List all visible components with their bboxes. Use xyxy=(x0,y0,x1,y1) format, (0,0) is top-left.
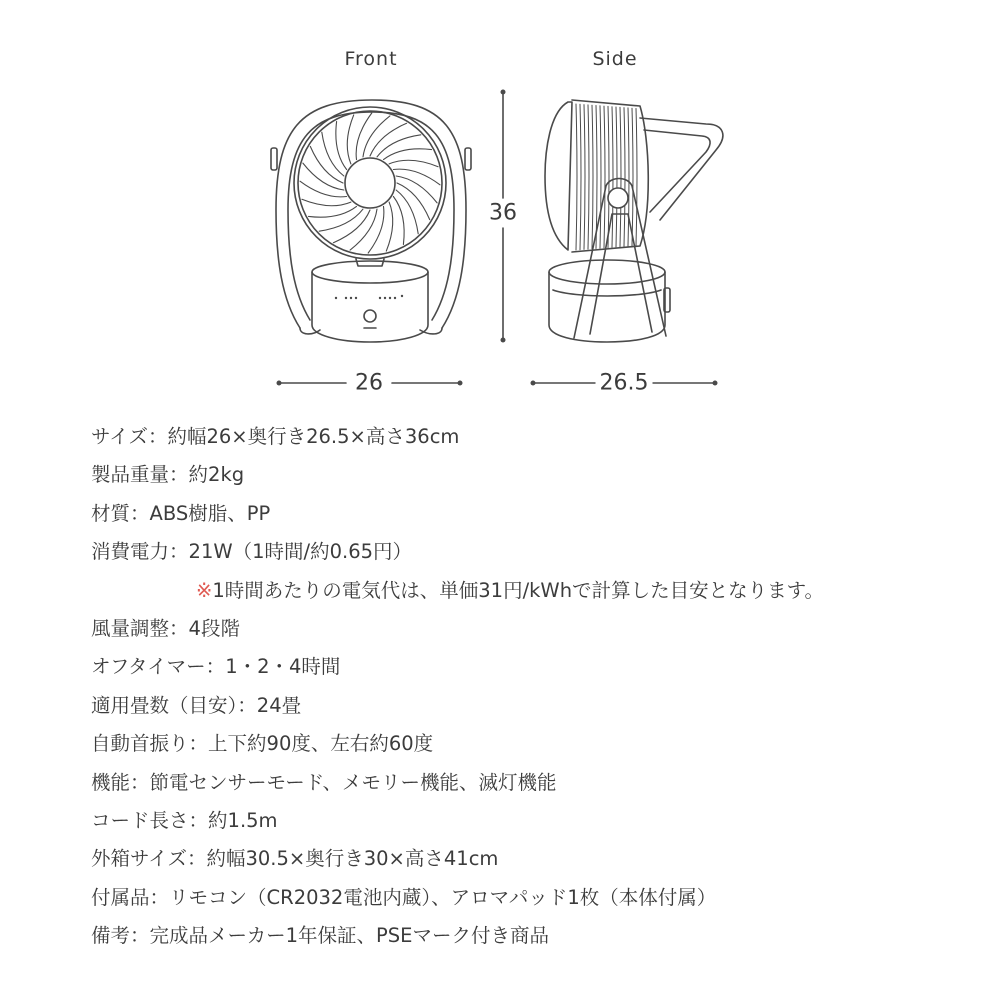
fan-blade xyxy=(309,206,357,217)
head-rib xyxy=(604,106,605,248)
spec-row-power xyxy=(91,533,971,571)
front-neck xyxy=(356,259,384,266)
fan-blade xyxy=(347,115,353,164)
front-view-drawing xyxy=(271,100,471,342)
spec-row-material xyxy=(91,495,971,533)
spec-label: 風量調整 xyxy=(91,616,170,640)
head-rib xyxy=(628,108,629,246)
spec-separator: ： xyxy=(130,770,150,794)
spec-value: 約幅26×奥行き26.5×高さ36cm xyxy=(167,425,460,448)
head-rib xyxy=(584,105,585,250)
spec-row-size xyxy=(91,418,971,456)
front-foot-right xyxy=(420,328,442,334)
spec-label: 消費電力 xyxy=(91,540,170,564)
spec-label: サイズ xyxy=(91,425,148,448)
side-head-ribs xyxy=(576,104,637,250)
spec-label: オフタイマー xyxy=(91,655,206,679)
front-control-leds xyxy=(335,295,403,299)
note-mark: ※ xyxy=(196,578,213,602)
spec-row-remarks xyxy=(91,917,971,955)
spec-value: 約幅30.5×奥行き30×高さ41cm xyxy=(206,847,499,871)
spec-value: 4段階 xyxy=(188,616,240,640)
fan-blade xyxy=(396,176,437,203)
spec-row-features xyxy=(91,764,971,802)
spec-value: 約2kg xyxy=(188,463,245,487)
fan-blade xyxy=(384,149,432,160)
spec-value: リモコン（CR2032電池内蔵）、アロマパッド1枚（本体付属） xyxy=(169,885,717,909)
front-power-button xyxy=(364,310,376,322)
spec-separator: ： xyxy=(169,616,189,640)
fan-blade xyxy=(350,209,377,250)
head-rib xyxy=(620,107,621,246)
side-pivot xyxy=(608,188,628,208)
fan-blade xyxy=(393,197,404,245)
head-rib xyxy=(580,104,581,249)
spec-value: 1・2・4時間 xyxy=(225,655,341,679)
fan-blade xyxy=(389,160,438,166)
front-fan-hub xyxy=(345,158,395,208)
spec-label: 材質 xyxy=(91,501,131,525)
spec-value: 24畳 xyxy=(256,693,302,717)
spec-separator: ： xyxy=(169,463,189,487)
spec-separator: ： xyxy=(186,847,207,871)
spec-value: 節電センサーモード、メモリー機能、滅灯機能 xyxy=(149,770,557,794)
spec-label: コード長さ xyxy=(91,808,189,832)
side-head-shell xyxy=(545,102,572,250)
head-rib xyxy=(624,108,625,247)
spec-row-airflow xyxy=(91,610,971,648)
front-knob-right xyxy=(465,148,471,170)
head-rib xyxy=(576,104,577,250)
spec-note xyxy=(91,572,971,610)
head-rib xyxy=(636,109,637,246)
spec-value: 21W（1時間/約0.65円） xyxy=(188,540,413,564)
head-rib xyxy=(608,106,609,247)
spec-row-accessories xyxy=(91,879,971,917)
spec-separator: ： xyxy=(149,885,170,909)
front-width-label: 26 xyxy=(351,371,387,396)
fan-blade xyxy=(302,199,351,205)
spec-label: 外箱サイズ xyxy=(91,847,187,871)
side-base-top xyxy=(549,260,665,284)
spec-label: 適用畳数（目安） xyxy=(91,693,238,717)
note-text: 1時間あたりの電気代は、単価31円/kWhで計算した目安となります。 xyxy=(212,578,825,602)
head-rib xyxy=(588,105,589,249)
head-rib xyxy=(592,105,593,249)
spec-value: 上下約90度、左右約60度 xyxy=(208,732,434,756)
spec-label: 備考 xyxy=(91,924,131,948)
head-rib xyxy=(632,108,633,246)
spec-row-weight xyxy=(91,456,971,494)
spec-value: ABS樹脂、PP xyxy=(149,501,271,525)
fan-blade xyxy=(386,202,392,251)
spec-value: 約1.5m xyxy=(208,808,278,832)
spec-separator: ： xyxy=(169,540,189,564)
head-rib xyxy=(600,106,601,248)
spec-value: 完成品メーカー1年保証、PSEマーク付き商品 xyxy=(149,924,550,948)
front-view-label: Front xyxy=(344,48,398,70)
spec-row-oscillation xyxy=(91,725,971,763)
spec-row-box-size xyxy=(91,840,971,878)
fan-blade xyxy=(303,163,344,190)
spec-row-timer xyxy=(91,648,971,686)
side-view-drawing xyxy=(545,100,723,342)
front-base-top xyxy=(312,261,428,283)
spec-row-room-size xyxy=(91,687,971,725)
front-knob-left xyxy=(271,148,277,170)
fan-blade xyxy=(336,122,347,170)
height-dimension-label: 36 xyxy=(485,201,521,226)
side-depth-label: 26.5 xyxy=(596,371,653,396)
spec-label: 製品重量 xyxy=(91,463,170,487)
spec-label: 機能 xyxy=(91,770,131,794)
spec-separator: ： xyxy=(188,808,209,832)
spec-label: 自動首振り xyxy=(91,732,189,756)
spec-separator: ： xyxy=(130,501,150,525)
spec-separator: ： xyxy=(188,732,209,756)
spec-separator: ： xyxy=(130,924,150,948)
spec-row-cord xyxy=(91,802,971,840)
head-rib xyxy=(612,107,613,248)
side-view-label: Side xyxy=(592,48,638,70)
fan-blade xyxy=(363,116,390,157)
head-rib xyxy=(616,107,617,247)
spec-separator: ： xyxy=(147,425,168,448)
spec-list xyxy=(91,418,971,955)
spec-separator: ： xyxy=(205,655,226,679)
spec-separator: ： xyxy=(237,693,257,717)
spec-label: 付属品 xyxy=(91,885,150,909)
